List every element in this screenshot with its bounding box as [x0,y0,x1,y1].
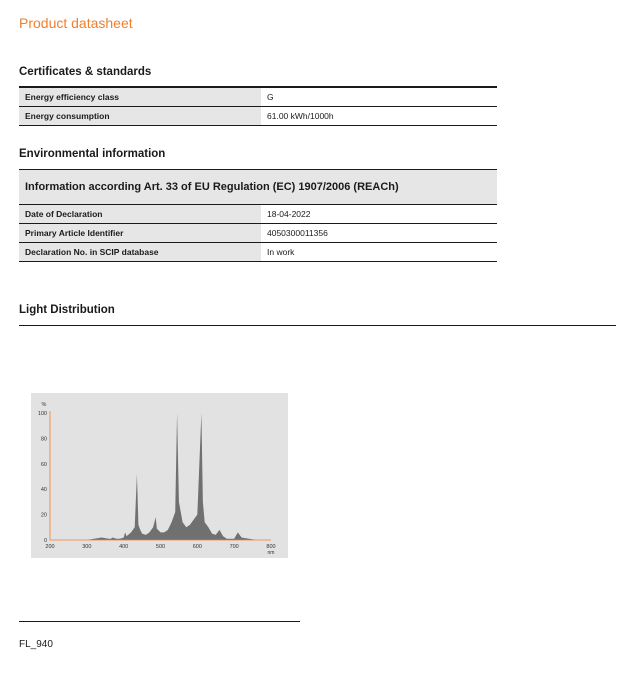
x-tick-label: 500 [155,544,166,550]
y-tick-label: 20 [40,512,47,519]
y-tick-label: 80 [40,436,47,443]
table-row [19,88,497,107]
table-row [19,243,497,262]
document-title: Product datasheet [19,15,133,31]
row-label: Energy efficiency class [19,88,261,107]
row-label: Energy consumption [19,107,261,126]
y-tick-label: 40 [40,487,47,494]
light-distribution-heading: Light Distribution [19,304,115,316]
spectrum-chart-svg [31,393,288,558]
x-tick-label: 400 [119,544,129,550]
table-row [19,205,497,224]
row-value: 4050300011356 [261,224,497,243]
environmental-heading: Environmental information [19,148,166,160]
x-tick-label: 600 [192,544,202,550]
spectrum-area [68,413,271,540]
row-label: Declaration No. in SCIP database [19,243,261,262]
certificates-heading: Certificates & standards [19,66,152,78]
x-tick-label: 700 [229,544,239,550]
x-axis-unit: nm [267,550,275,556]
row-value: 18-04-2022 [261,205,497,224]
row-value: In work [261,243,497,262]
reach-header: Information according Art. 33 of EU Regulation (EC) 1907/2006 (REACh) [19,169,497,206]
footer-label: FL_940 [19,639,53,650]
light-distribution-rule [19,325,616,326]
x-tick-label: 200 [45,544,55,550]
x-tick-label: 800 [266,544,276,550]
spectrum-chart [31,393,288,558]
row-label: Primary Article Identifier [19,224,261,243]
environmental-table [19,205,497,262]
table-row [19,107,497,126]
row-label: Date of Declaration [19,205,261,224]
y-tick-label: 0 [43,538,47,544]
row-value: G [261,88,497,107]
certificates-table [19,88,497,126]
y-tick-label: 100 [37,411,47,417]
row-value: 61.00 kWh/1000h [261,107,497,126]
y-tick-label: 60 [40,461,47,468]
y-axis-unit: % [41,402,47,408]
x-tick-label: 300 [82,544,92,550]
footer-rule [19,621,300,622]
table-row [19,224,497,243]
